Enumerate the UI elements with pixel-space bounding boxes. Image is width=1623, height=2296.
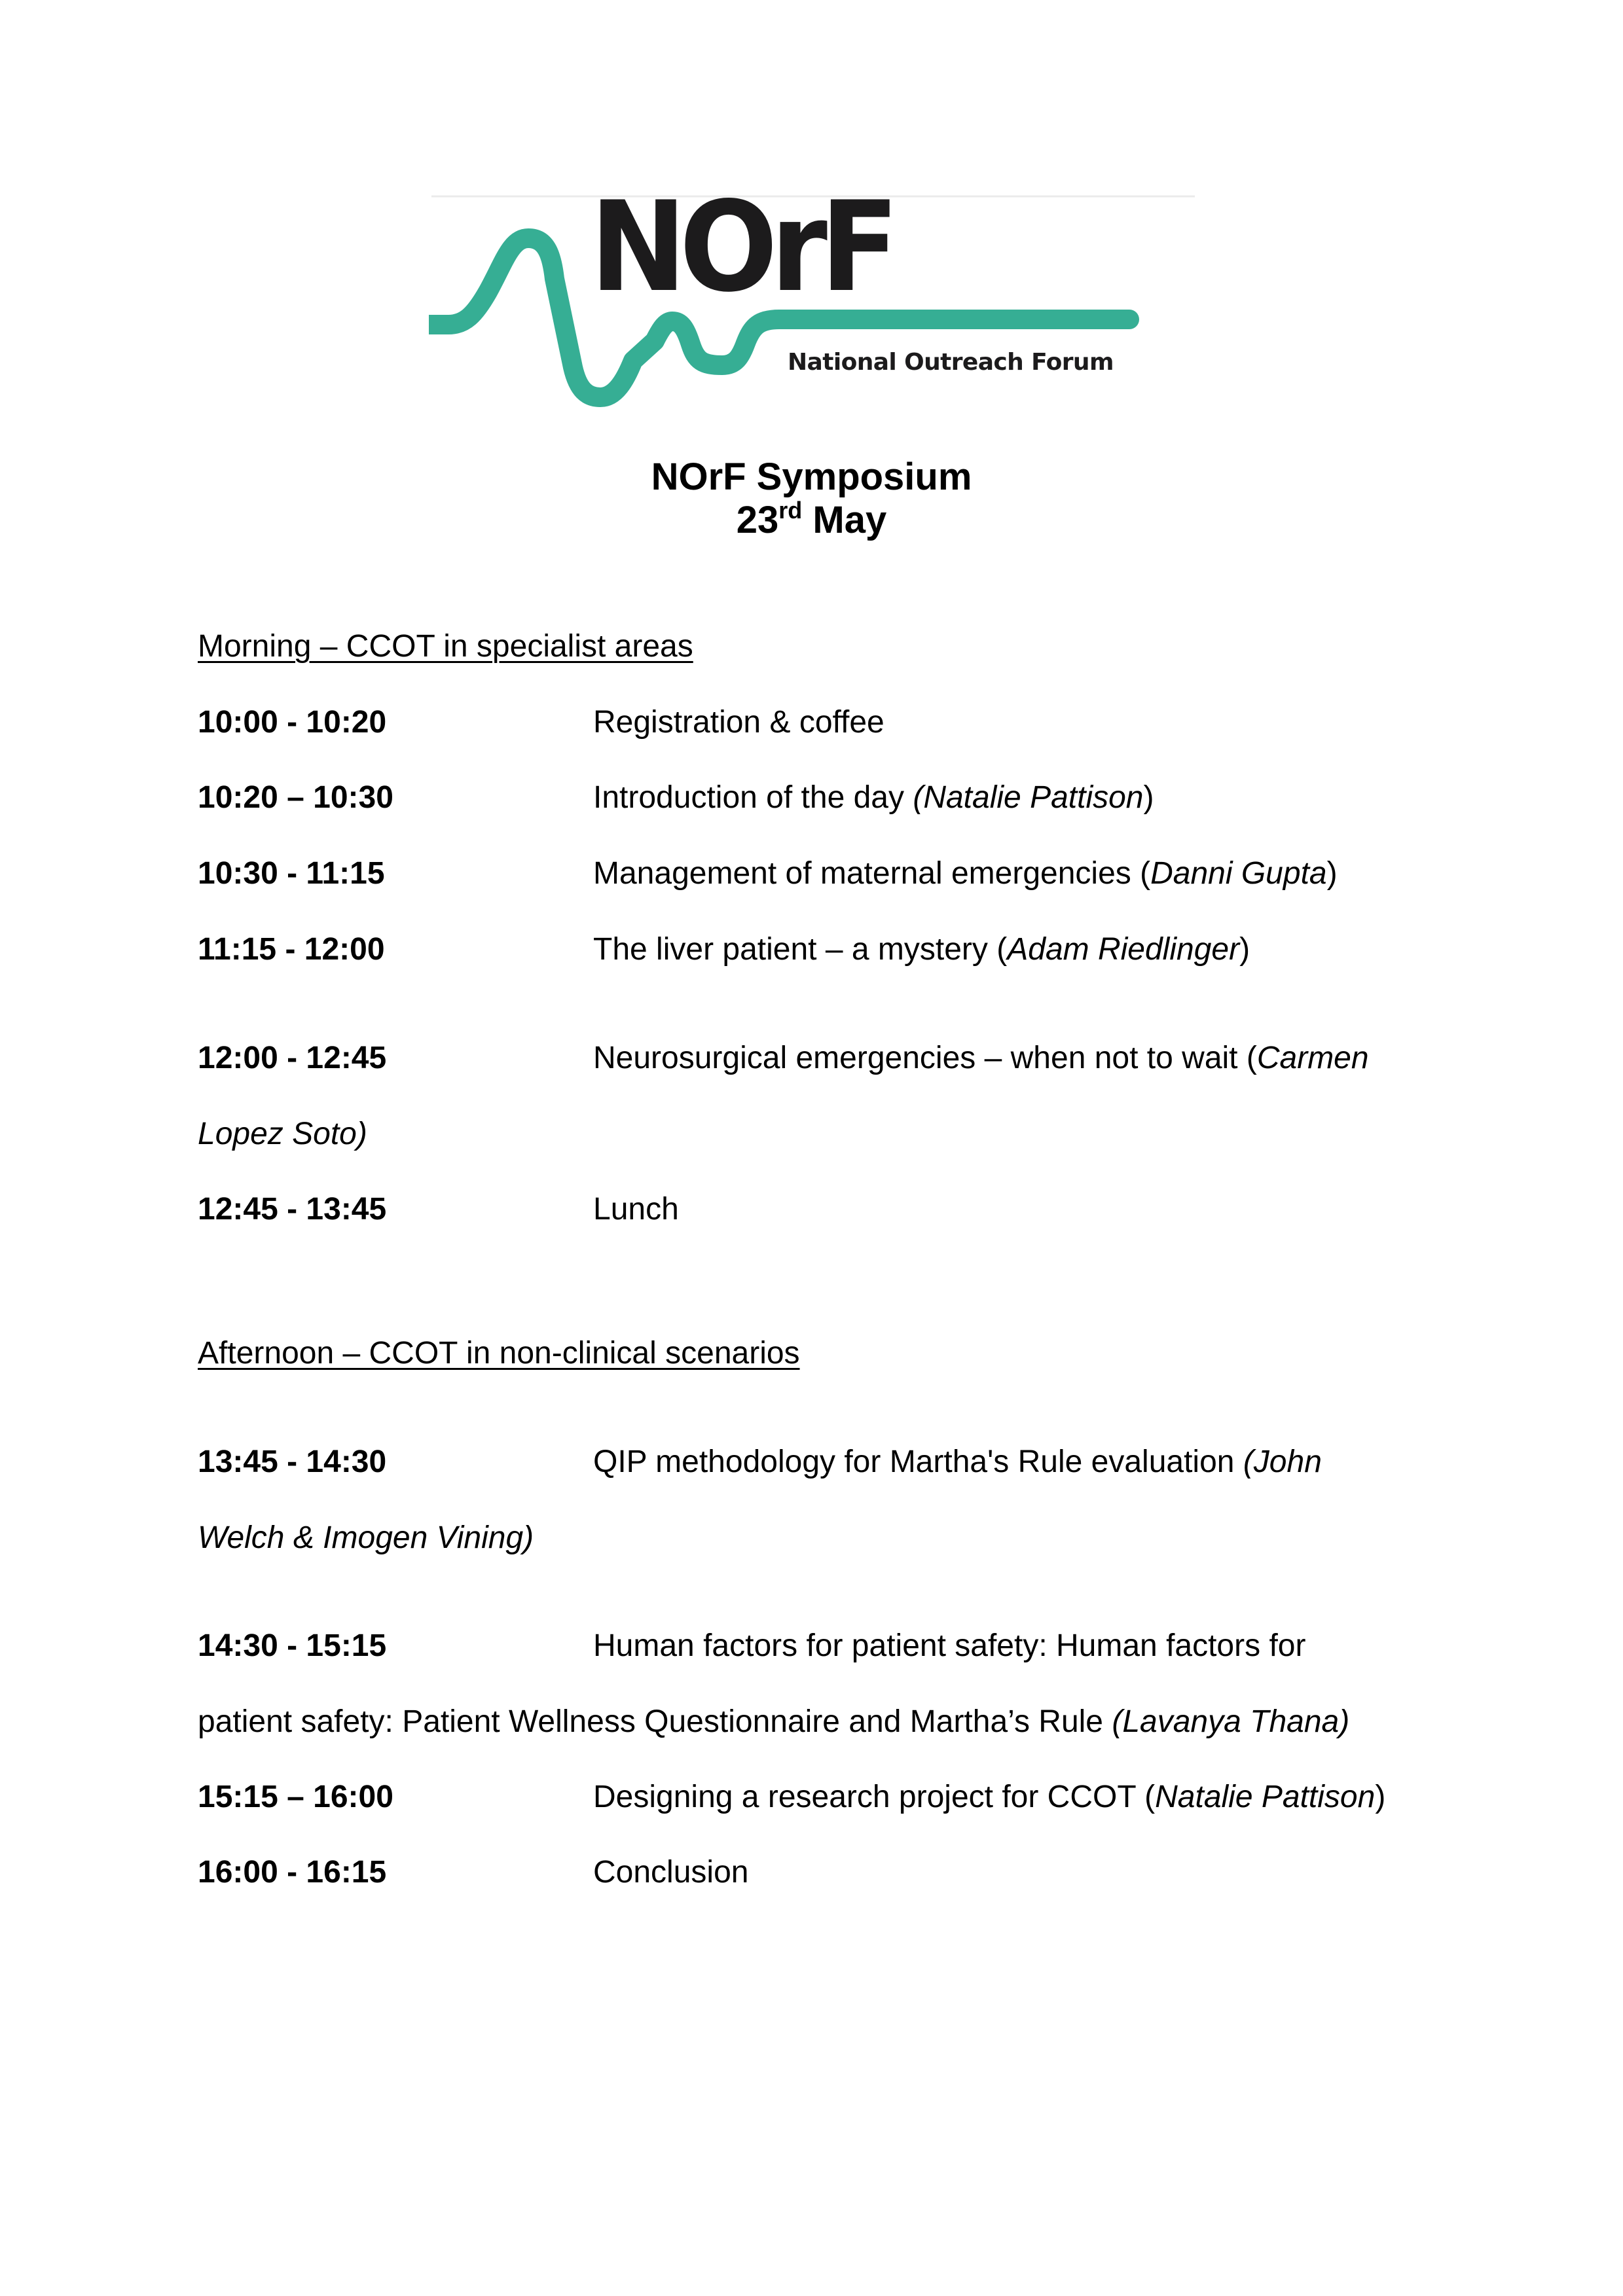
agenda-paren: ) — [1239, 932, 1250, 967]
page-title: NOrF Symposium — [651, 456, 972, 498]
agenda-title: Conclusion — [593, 1855, 749, 1890]
agenda-speaker: Danni Gupta — [1150, 856, 1327, 891]
agenda-speaker: Carmen — [1256, 1041, 1369, 1075]
section-heading-morning: Morning – CCOT in specialist areas — [198, 629, 693, 664]
agenda-time: 10:00 - 10:20 — [198, 705, 387, 740]
agenda-time: 12:00 - 12:45 — [198, 1041, 387, 1075]
agenda-title — [593, 858, 1338, 889]
agenda-title-text: The liver patient – a mystery ( — [593, 932, 1008, 967]
agenda-speaker: Natalie Pattison — [1155, 1780, 1376, 1814]
agenda-time: 15:15 – 16:00 — [198, 1780, 393, 1814]
agenda-title — [593, 934, 1250, 965]
agenda-title: Registration & coffee — [593, 705, 884, 740]
norf-logo — [429, 175, 1205, 416]
agenda-title-text: QIP methodology for Martha's Rule evaluation — [593, 1444, 1243, 1479]
agenda-speaker: (Lavanya Thana) — [1112, 1704, 1350, 1739]
agenda-title-text: Neurosurgical emergencies – when not to wait ( — [593, 1041, 1257, 1075]
agenda-paren: ) — [1375, 1780, 1386, 1814]
agenda-title: Human factors for patient safety: Human factors for — [593, 1628, 1306, 1663]
agenda-time: 10:20 – 10:30 — [198, 780, 393, 815]
agenda-time: 16:00 - 16:15 — [198, 1855, 387, 1890]
agenda-title — [593, 1782, 1385, 1813]
agenda-title-text: Management of maternal emergencies ( — [593, 856, 1151, 891]
agenda-time: 12:45 - 13:45 — [198, 1192, 387, 1227]
date-day: 23 — [736, 499, 779, 541]
agenda-title: Lunch — [593, 1192, 679, 1227]
agenda-speaker: (John — [1243, 1444, 1322, 1479]
agenda-title-text: Designing a research project for CCOT ( — [593, 1780, 1156, 1814]
agenda-title — [593, 782, 1154, 814]
event-date — [0, 497, 1623, 544]
section-heading-afternoon: Afternoon – CCOT in non-clinical scenarios — [198, 1336, 800, 1371]
agenda-speaker: (Natalie Pattison — [913, 780, 1144, 815]
agenda-title-text: Introduction of the day — [593, 780, 913, 815]
agenda-title — [593, 1043, 1369, 1074]
agenda-speaker: Adam Riedlinger — [1007, 932, 1240, 967]
agenda-time: 13:45 - 14:30 — [198, 1444, 387, 1479]
agenda-time: 11:15 - 12:00 — [198, 932, 385, 967]
agenda-time: 10:30 - 11:15 — [198, 856, 385, 891]
agenda-speaker-continued: Welch & Imogen Vining) — [198, 1520, 534, 1555]
agenda-time: 14:30 - 15:15 — [198, 1628, 387, 1663]
agenda-paren: ) — [1143, 780, 1154, 815]
agenda-speaker-continued: Lopez Soto) — [198, 1117, 367, 1151]
logo-wordmark: NOrF — [590, 175, 892, 319]
agenda-paren: ) — [1326, 856, 1338, 891]
agenda-title-text: patient safety: Patient Wellness Questionnaire and Martha’s Rule — [198, 1704, 1112, 1739]
date-month: May — [812, 499, 887, 541]
agenda-title — [593, 1446, 1322, 1478]
agenda-title-continued — [198, 1706, 1349, 1738]
date-suffix: rd — [778, 497, 803, 524]
logo-tagline: National Outreach Forum — [788, 349, 1114, 376]
